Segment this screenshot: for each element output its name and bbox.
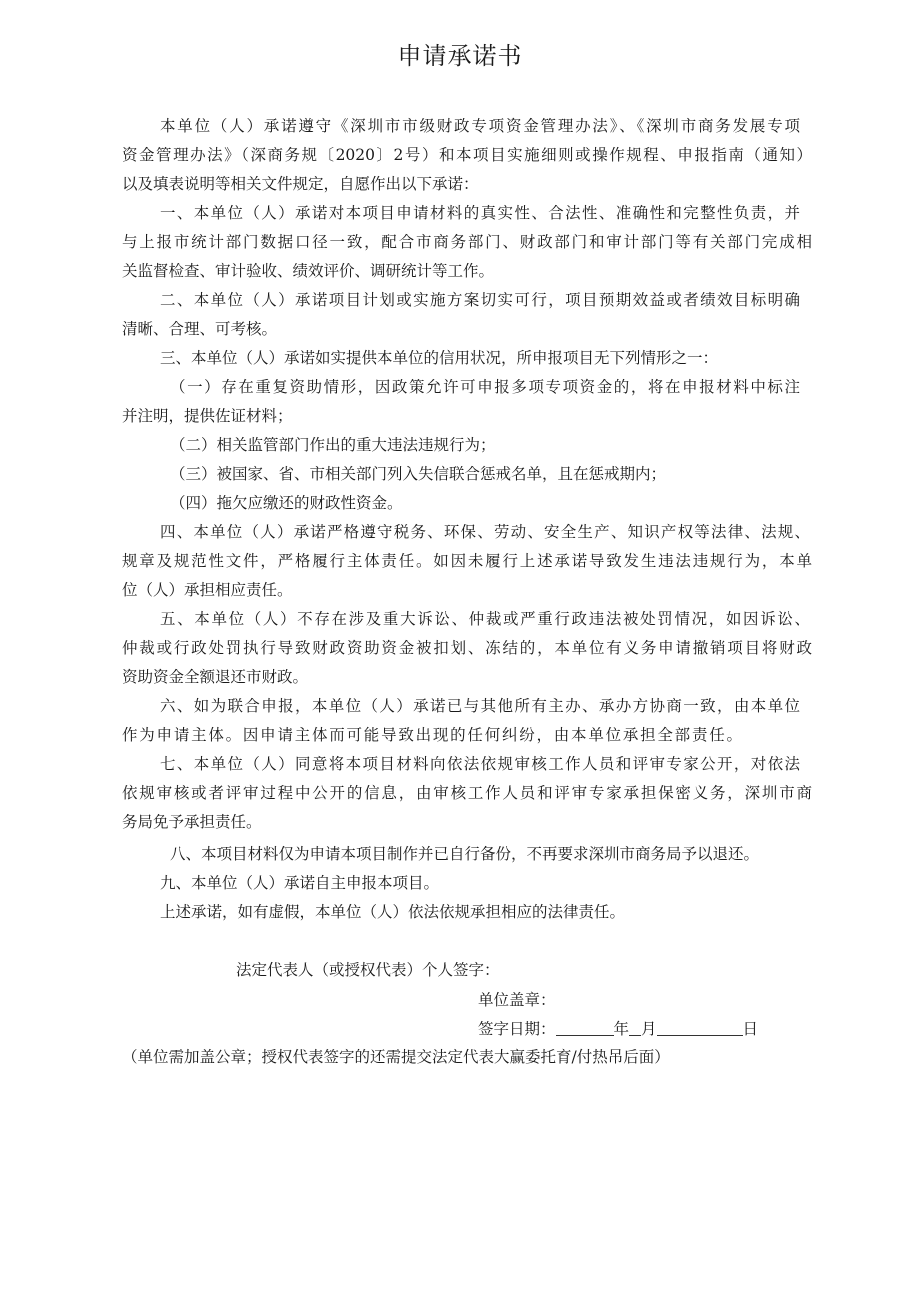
text-line: 与上报市统计部门数据口径一致，配合市商务部门、财政部门和审计部门等有关部门完成相 xyxy=(122,233,812,251)
text-line: 并注明，提供佐证材料； xyxy=(122,407,293,425)
text-line: 资金管理办法》（深商务规〔2020〕2号）和本项目实施细则或操作规程、申报指南（通知） xyxy=(122,146,812,164)
text-line: 九、本单位（人）承诺自主申报本项目。 xyxy=(160,874,440,892)
year-blank[interactable] xyxy=(556,1017,614,1036)
text-line: 作为申请主体。因申请主体而可能导致出现的任何纠纷，由本单位承担全部责任。 xyxy=(122,726,742,744)
day-blank[interactable] xyxy=(657,1017,743,1036)
text-line: 位（人）承担相应责任。 xyxy=(122,581,293,599)
text-line: （三）被国家、省、市相关部门列入失信联合惩戒名单，且在惩戒期内； xyxy=(170,465,667,483)
unit-seal-label: 单位盖章： xyxy=(478,991,556,1009)
text-line: 上述承诺，如有虚假，本单位（人）依法依规承担相应的法律责任。 xyxy=(160,903,626,921)
day-label: 日 xyxy=(742,1020,759,1038)
seal-note: （单位需加盖公章；授权代表签字的还需提交法定代表大赢委托育/付热吊后面） xyxy=(122,1048,670,1066)
text-line: 一、本单位（人）承诺对本项目申请材料的真实性、合法性、准确性和完整性负责，并 xyxy=(160,204,800,222)
text-line: 七、本单位（人）同意将本项目材料向依法依规审核工作人员和评审专家公开，对依法 xyxy=(160,755,800,773)
text-line: 务局免予承担责任。 xyxy=(122,813,262,831)
year-label: 年 xyxy=(613,1020,630,1038)
text-line: 八、本项目材料仅为申请本项目制作并已自行备份，不再要求深圳市商务局予以退还。 xyxy=(170,845,760,863)
legal-rep-signature-label: 法定代表人（或授权代表）个人签字： xyxy=(236,961,500,979)
text-line: 以及填表说明等相关文件规定，自愿作出以下承诺： xyxy=(122,175,479,193)
text-line: 六、如为联合申报，本单位（人）承诺已与其他所有主办、承办方协商一致，由本单位 xyxy=(160,697,800,715)
text-line: 资助资金全额退还市财政。 xyxy=(122,668,309,686)
text-line: 依规审核或者评审过程中公开的信息，由审核工作人员和评审专家承担保密义务，深圳市商 xyxy=(122,784,812,802)
text-line: 规章及规范性文件，严格履行主体责任。如因未履行上述承诺导致发生违法违规行为，本单 xyxy=(122,552,812,570)
page-title: 申请承诺书 xyxy=(397,42,523,70)
text-line: （一）存在重复资助情形，因政策允许可申报多项专项资金的，将在申报材料中标注 xyxy=(170,378,800,396)
text-line: 仲裁或行政处罚执行导致财政资助资金被扣划、冻结的，本单位有义务申请撤销项目将财政 xyxy=(122,639,812,657)
text-line: 清晰、合理、可考核。 xyxy=(122,320,278,338)
text-line: 五、本单位（人）不存在涉及重大诉讼、仲裁或严重行政违法被处罚情况，如因诉讼、 xyxy=(160,610,810,628)
text-line: 四、本单位（人）承诺严格遵守税务、环保、劳动、安全生产、知识产权等法律、法规、 xyxy=(160,523,810,541)
month-label: 月 xyxy=(641,1020,657,1038)
text-line: 三、本单位（人）承诺如实提供本单位的信用状况，所申报项目无下列情形之一： xyxy=(160,349,719,367)
signing-date-label: 签字日期： xyxy=(478,1020,556,1038)
text-line: 关监督检查、审计验收、绩效评价、调研统计等工作。 xyxy=(122,262,495,280)
text-line: （二）相关监管部门作出的重大违法违规行为； xyxy=(170,436,496,454)
month-blank[interactable] xyxy=(629,1017,641,1036)
text-line: 本单位（人）承诺遵守《深圳市市级财政专项资金管理办法》、《深圳市商务发展专项 xyxy=(160,117,800,135)
text-line: （四）拖欠应缴还的财政性资金。 xyxy=(170,494,403,512)
text-line: 二、本单位（人）承诺项目计划或实施方案切实可行，项目预期效益或者绩效目标明确 xyxy=(160,291,800,309)
signing-date-row xyxy=(478,1015,758,1044)
